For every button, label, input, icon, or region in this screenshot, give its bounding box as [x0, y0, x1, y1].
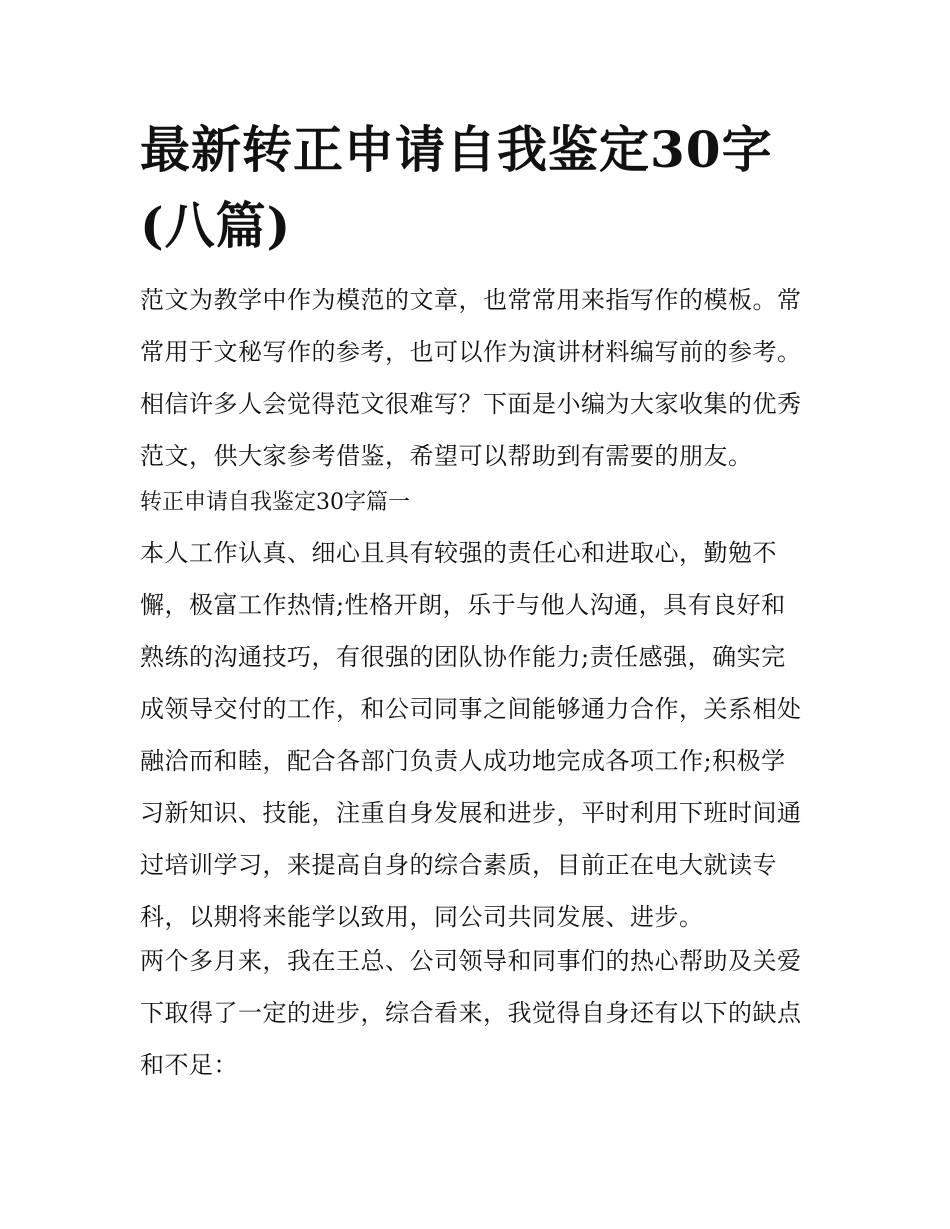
- paragraph-line: 两个多月来，我在王总、公司领导和同事们的热心帮助及关爱: [140, 947, 802, 975]
- paragraph-line: 下取得了一定的进步，综合看来，我觉得自身还有以下的缺点: [140, 999, 802, 1027]
- paragraph-line: 懈，极富工作热情;性格开朗，乐于与他人沟通，具有良好和: [140, 591, 786, 619]
- body-paragraph: [140, 935, 820, 1091]
- intro-line: 范文，供大家参考借鉴，希望可以帮助到有需要的朋友。: [140, 442, 753, 470]
- paragraph-line: 科，以期将来能学以致用，同公司共同发展、进步。: [140, 903, 704, 931]
- intro-line: 范文为教学中作为模范的文章，也常常用来指写作的模板。常: [140, 286, 802, 314]
- intro-paragraph: [140, 274, 820, 482]
- intro-line: 常用于文秘写作的参考，也可以作为演讲材料编写前的参考。: [140, 338, 802, 366]
- paragraph-line: 和不足：: [140, 1051, 238, 1079]
- paragraph-line: 融洽而和睦，配合各部门负责人成功地完成各项工作;积极学: [140, 747, 786, 775]
- section-heading: 转正申请自我鉴定30字篇一: [140, 490, 410, 515]
- title-line: 最新转正申请自我鉴定30字: [140, 120, 773, 179]
- paragraph-line: 过培训学习，来提高自身的综合素质，目前正在电大就读专: [140, 851, 777, 879]
- body-paragraph: [140, 527, 820, 943]
- paragraph-line: 成领导交付的工作，和公司同事之间能够通力合作，关系相处: [140, 695, 802, 723]
- paragraph-line: 习新知识、技能，注重自身发展和进步，平时利用下班时间通: [140, 799, 802, 827]
- intro-line: 相信许多人会觉得范文很难写？下面是小编为大家收集的优秀: [140, 390, 802, 418]
- title-line: (八篇): [140, 196, 292, 255]
- document-title: [140, 112, 820, 264]
- paragraph-line: 熟练的沟通技巧，有很强的团队协作能力;责任感强，确实完: [140, 643, 786, 671]
- paragraph-line: 本人工作认真、细心且具有较强的责任心和进取心，勤勉不: [140, 539, 777, 567]
